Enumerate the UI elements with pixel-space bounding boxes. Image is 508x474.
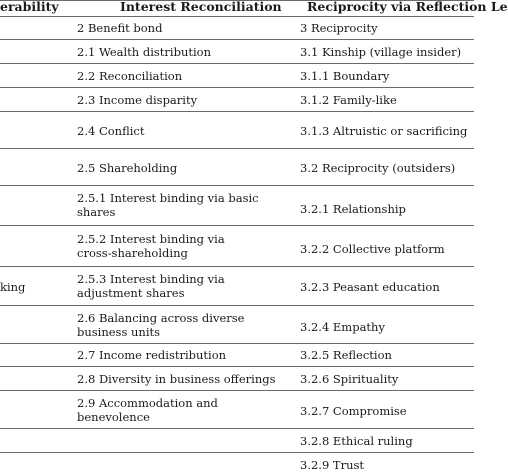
cell-interest-line2: cross-shareholding — [77, 246, 188, 260]
cell-reciprocity: 3.1.1 Boundary — [300, 69, 390, 83]
row-divider — [0, 366, 474, 367]
row-divider — [0, 452, 474, 453]
row-divider — [0, 428, 474, 429]
cell-reciprocity: 3.2.7 Compromise — [300, 404, 407, 418]
cell-interest-line1: 2.9 Accommodation and — [77, 396, 218, 410]
row-divider — [0, 63, 474, 64]
row-divider — [0, 225, 474, 226]
cell-reciprocity: 3 Reciprocity — [300, 21, 378, 35]
cell-interest: 2.5 Shareholding — [77, 161, 178, 175]
cell-interest-line1: 2.5.3 Interest binding via — [77, 272, 225, 286]
cell-reciprocity: 3.2.9 Trust — [300, 458, 365, 472]
cell-interest: 2.4 Conflict — [77, 124, 145, 138]
cell-interest-line2: business units — [77, 325, 161, 339]
cell-reciprocity: 3.1 Kinship (village insider) — [300, 45, 462, 59]
cell-reciprocity: 3.2.1 Relationship — [300, 202, 406, 216]
header-col-vulnerability: erability — [0, 0, 59, 14]
row-divider — [0, 305, 474, 306]
row-divider — [0, 343, 474, 344]
cell-reciprocity: 3.2.6 Spirituality — [300, 372, 399, 386]
cell-interest: 2 Benefit bond — [77, 21, 163, 35]
row-divider — [0, 111, 474, 112]
row-divider — [0, 390, 474, 391]
row-divider — [0, 87, 474, 88]
cell-interest-line1: 2.5.2 Interest binding via — [77, 232, 225, 246]
cell-vulnerability: king — [0, 280, 26, 294]
row-divider — [0, 266, 474, 267]
cell-interest-line2: benevolence — [77, 410, 150, 424]
cell-reciprocity: 3.2.8 Ethical ruling — [300, 434, 413, 448]
cell-interest: 2.8 Diversity in business offerings — [77, 372, 276, 386]
header-divider — [0, 16, 474, 17]
cell-reciprocity: 3.2.2 Collective platform — [300, 242, 445, 256]
cell-reciprocity: 3.2.4 Empathy — [300, 320, 385, 334]
cell-interest-line1: 2.6 Balancing across diverse — [77, 311, 245, 325]
cell-reciprocity: 3.2 Reciprocity (outsiders) — [300, 161, 456, 175]
cell-reciprocity: 3.1.3 Altruistic or sacrificing — [300, 124, 468, 138]
cell-interest: 2.1 Wealth distribution — [77, 45, 211, 59]
row-divider — [0, 39, 474, 40]
cell-reciprocity: 3.2.3 Peasant education — [300, 280, 440, 294]
cell-reciprocity: 3.2.5 Reflection — [300, 348, 392, 362]
row-divider — [0, 185, 474, 186]
header-col-reciprocity: Reciprocity via Reflection Le — [307, 0, 508, 14]
cell-interest-line2: shares — [77, 205, 116, 219]
cell-interest-line2: adjustment shares — [77, 286, 185, 300]
cell-interest: 2.3 Income disparity — [77, 93, 198, 107]
cell-reciprocity: 3.1.2 Family-like — [300, 93, 397, 107]
row-divider — [0, 148, 474, 149]
cell-interest: 2.2 Reconciliation — [77, 69, 183, 83]
header-col-interest-reconciliation: Interest Reconciliation — [120, 0, 282, 14]
cell-interest: 2.7 Income redistribution — [77, 348, 227, 362]
cell-interest-line1: 2.5.1 Interest binding via basic — [77, 191, 259, 205]
